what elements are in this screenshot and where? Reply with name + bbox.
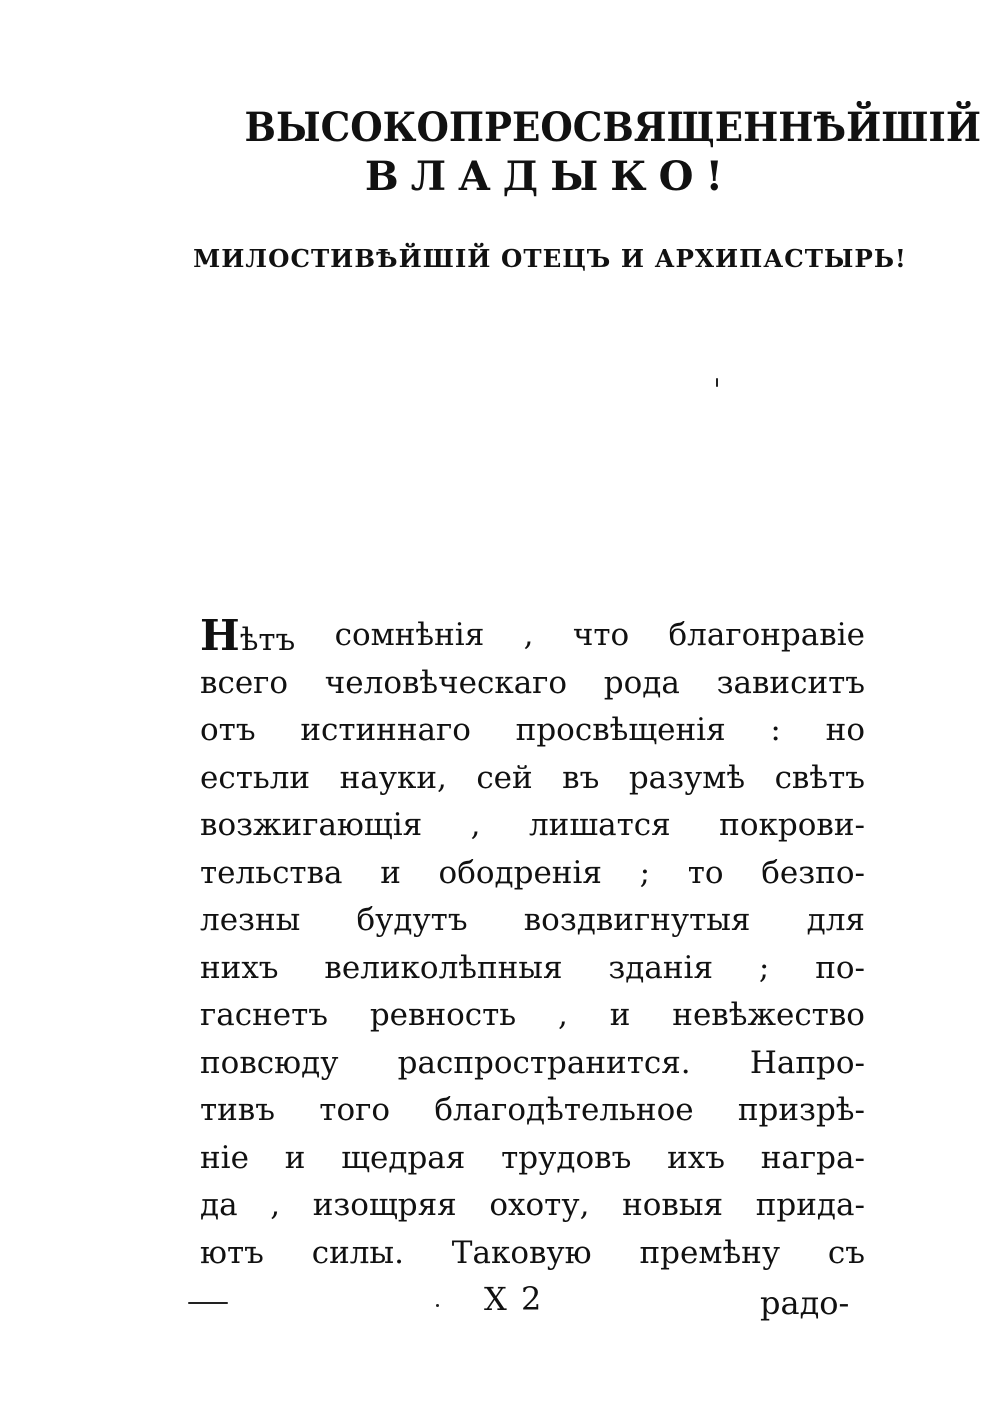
text-line (200, 707, 865, 755)
text-word: зависитъ (716, 664, 865, 701)
text-line (200, 1182, 865, 1230)
initial-capital: Н (200, 611, 240, 660)
text-word: щедрая (341, 1139, 466, 1176)
text-word: гаснетъ (200, 997, 328, 1033)
text-word: тельства (200, 854, 343, 891)
text-word: ніе (200, 1139, 249, 1176)
text-word: , (523, 617, 534, 653)
text-word: сей (476, 759, 533, 796)
text-word (200, 612, 295, 660)
text-word: просвѣщенія (515, 712, 726, 748)
text-line (200, 992, 865, 1040)
text-word: но (825, 712, 865, 748)
text-word: покрови- (719, 807, 865, 843)
text-word: естьли (200, 759, 311, 796)
text-word: зданія (608, 949, 714, 986)
text-word: и (609, 997, 631, 1033)
text-line (200, 802, 865, 850)
text-word: тивъ (200, 1092, 275, 1128)
text-word: ихъ (667, 1139, 725, 1176)
ink-smudge (436, 1304, 439, 1307)
text-word: разумѣ (628, 759, 746, 796)
text-word: прида- (755, 1187, 865, 1223)
text-word: , (558, 997, 568, 1033)
text-word: да (200, 1187, 238, 1223)
text-line (200, 945, 865, 993)
text-word: силы. (311, 1234, 404, 1271)
text-word: лишатся (528, 807, 671, 843)
text-line (200, 850, 865, 898)
text-word: рода (603, 664, 680, 701)
text-line (200, 897, 865, 945)
text-word: въ (562, 759, 600, 796)
body-text (200, 612, 865, 1277)
catchword: радо- (760, 1284, 850, 1322)
text-word: нихъ (200, 949, 279, 986)
dedication-heading-subtitle: МИЛОСТИВѢЙШІЙ ОТЕЦЪ И АРХИПАСТЫРЬ! (193, 244, 907, 273)
text-line (200, 1040, 865, 1088)
text-word: охоту, (489, 1187, 590, 1223)
text-word: что (572, 617, 630, 653)
text-word: то (687, 854, 724, 891)
text-word: премѣну (639, 1234, 781, 1271)
text-word: новыя (622, 1187, 724, 1223)
text-word: : (770, 712, 781, 748)
text-word: , (470, 807, 481, 843)
text-word: повсюду (200, 1044, 339, 1081)
text-word: возжигающія (200, 807, 423, 843)
text-word: ; (639, 854, 651, 891)
text-word: всего (200, 664, 289, 701)
text-word: распространится. (397, 1044, 691, 1081)
text-word: призрѣ- (737, 1092, 865, 1128)
text-word: благодѣтельное (434, 1092, 694, 1128)
text-word: безпо- (761, 854, 865, 891)
text-word: и (380, 854, 401, 891)
initial-word-rest: ѣтъ (239, 622, 296, 658)
text-word: лезны (200, 902, 301, 938)
text-word: Таковую (451, 1234, 592, 1271)
text-line (200, 1135, 865, 1183)
text-line (200, 612, 865, 660)
text-word: ; (758, 949, 770, 986)
text-word: воздвигнутыя (523, 902, 751, 938)
text-word: того (319, 1092, 391, 1128)
text-line (200, 660, 865, 708)
text-word: награ- (760, 1139, 865, 1176)
text-word: ободренія (438, 854, 602, 891)
text-word: великолѣпныя (324, 949, 563, 986)
dedication-heading-title: ВЫСОКОПРЕОСВЯЩЕННѢЙШІЙ (244, 104, 981, 151)
dedication-heading-address: ВЛАДЫКО! (364, 153, 736, 200)
text-word: отъ (200, 712, 256, 748)
page-footer (0, 1280, 1000, 1320)
text-line (200, 1087, 865, 1135)
text-word: свѣтъ (774, 759, 865, 796)
text-word: по- (815, 949, 865, 986)
text-word: сомнѣнія (334, 617, 485, 653)
text-word: и (284, 1139, 306, 1176)
text-line (200, 1230, 865, 1278)
text-word: будутъ (356, 902, 468, 938)
text-word: трудовъ (501, 1139, 632, 1176)
text-word: науки, (339, 759, 447, 796)
text-word: невѣжество (672, 997, 865, 1033)
text-word: съ (827, 1234, 865, 1271)
text-word: человѣческаго (324, 664, 568, 701)
ink-smudge (188, 1302, 228, 1304)
signature-mark: Х 2 (484, 1280, 544, 1318)
text-word: изощряя (312, 1187, 457, 1223)
text-line (200, 755, 865, 803)
text-word: ревность (369, 997, 517, 1033)
text-word: Напро- (749, 1044, 865, 1081)
text-word: для (806, 902, 865, 938)
ink-speck (716, 378, 718, 387)
text-word: ютъ (200, 1234, 264, 1271)
text-word: благонравіе (668, 617, 865, 653)
text-word: , (270, 1187, 281, 1223)
text-word: истиннаго (300, 712, 471, 748)
